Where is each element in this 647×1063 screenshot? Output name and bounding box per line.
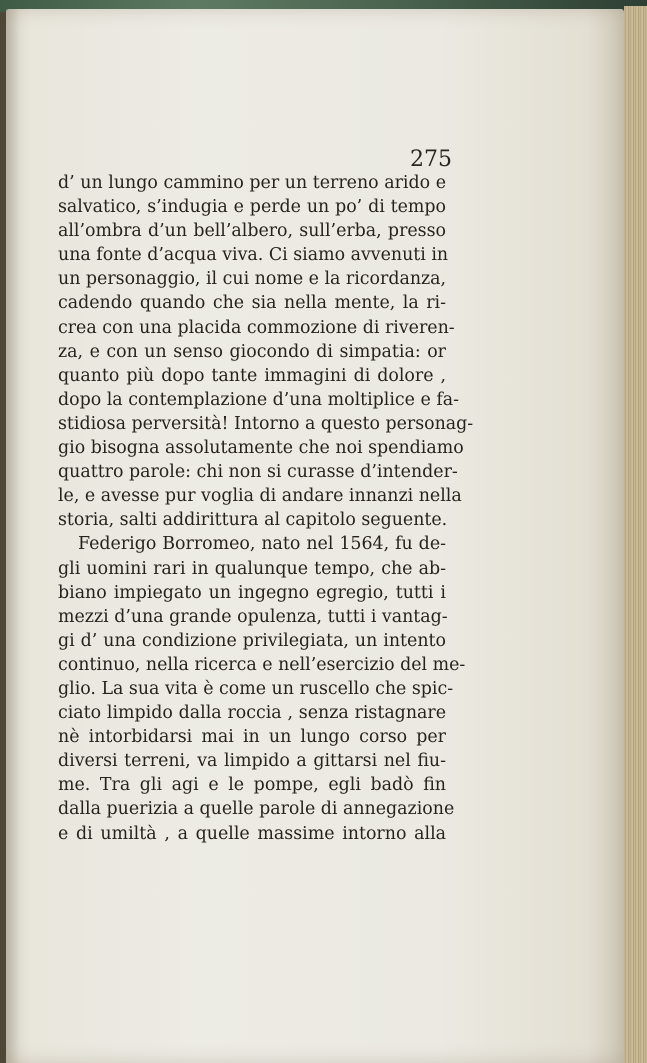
text-line: le, e avesse pur voglia di andare innanzi nella [58, 486, 462, 507]
page-number: 275 [410, 147, 452, 172]
text-line: biano impiegato un ingegno egregio, tutti i [58, 582, 446, 603]
text-line: ciato limpido dalla roccia , senza ristagnare [58, 703, 446, 724]
text-line: salvatico, s’indugia e perde un po’ di tempo [58, 197, 446, 218]
text-line: cadendo quando che sia nella mente, la ri- [58, 293, 446, 314]
text-line: nè intorbidarsi mai in un lungo corso per [58, 727, 446, 748]
text-line: un personaggio, il cui nome e la ricordanza, [58, 269, 447, 290]
spine-shadow [6, 9, 20, 1063]
text-line: mezzi d’una grande opulenza, tutti i vantag- [58, 606, 448, 627]
text-line: quattro parole: chi non si curasse d’intender- [58, 462, 458, 483]
text-line: all’ombra d’un bell’albero, sull’erba, presso [58, 221, 446, 242]
text-line: glio. La sua vita è come un ruscello che spic- [58, 678, 454, 699]
paragraph-first-line: Federigo Borromeo, nato nel 1564, fu de- [78, 534, 446, 555]
text-line: e di umiltà , a quelle massime intorno alla [58, 823, 446, 844]
text-line: storia, salti addirittura al capitolo seguente. [58, 510, 448, 531]
text-line: gi d’ una condizione privilegiata, un intento [58, 630, 446, 651]
text-line: gli uomini rari in qualunque tempo, che ab- [58, 558, 446, 579]
text-line: me. Tra gli agi e le pompe, egli badò fin [58, 775, 446, 796]
text-line: diversi terreni, va limpido a gittarsi nel fiu- [58, 751, 446, 772]
text-line: quanto più dopo tante immagini di dolore , [58, 365, 446, 386]
body-text [58, 171, 474, 846]
text-line: dalla puerizia a quelle parole di annegazione [58, 799, 455, 820]
page-stack-edge [624, 6, 647, 1063]
text-line: crea con una placida commozione di riveren- [58, 317, 455, 338]
text-line: una fonte d’acqua viva. Ci siamo avvenuti in [58, 245, 449, 266]
text-line: d’ un lungo cammino per un terreno arido e [58, 173, 446, 193]
text-line: stidiosa perversità! Intorno a questo personag- [58, 413, 474, 434]
text-line: gio bisogna assolutamente che noi spendiamo [58, 438, 464, 459]
text-line: za, e con un senso giocondo di simpatia: or [58, 341, 446, 362]
text-line: continuo, nella ricerca e nell’esercizio del me- [58, 654, 466, 675]
text-line: dopo la contemplazione d’una moltiplice e fa- [58, 389, 459, 410]
